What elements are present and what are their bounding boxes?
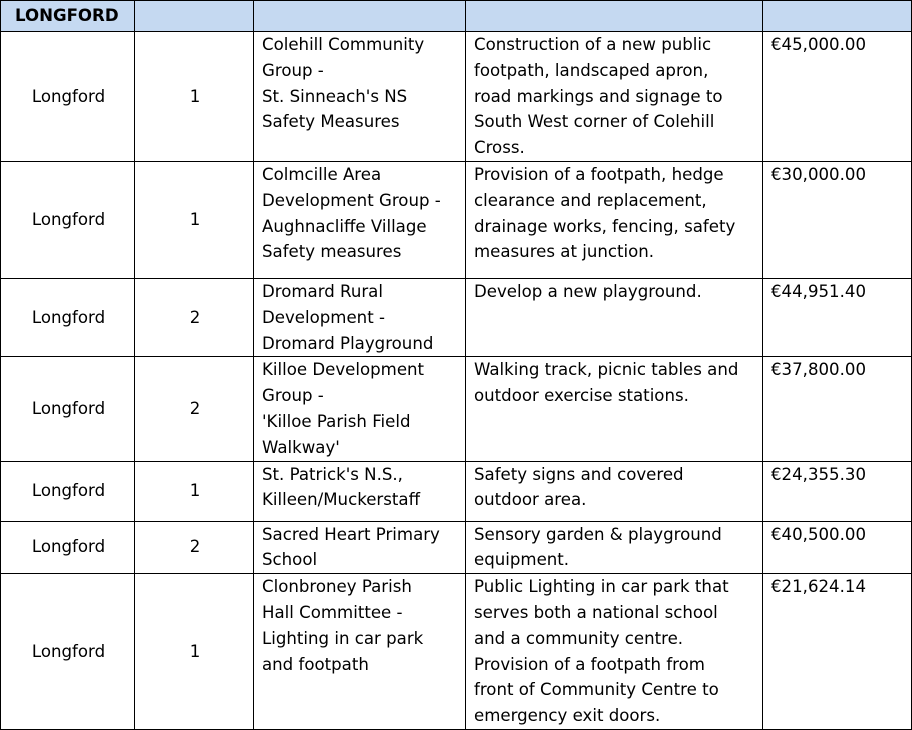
measure-cell: 2 — [135, 278, 254, 356]
group-line: Lighting in car park — [262, 628, 424, 648]
amount-cell: €24,355.30 — [763, 461, 912, 521]
table-row — [1, 521, 912, 574]
group-line: Killoe Development — [262, 360, 425, 380]
description-cell — [466, 278, 763, 356]
measure-cell: 1 — [135, 161, 254, 278]
description-cell — [466, 461, 763, 521]
description-line: Walking track, picnic tables and — [474, 360, 739, 380]
amount-cell: €30,000.00 — [763, 161, 912, 278]
measure-cell: 1 — [135, 461, 254, 521]
description-cell — [466, 161, 763, 278]
description-line: drainage works, fencing, safety — [474, 216, 736, 236]
description-line: measures at junction. — [474, 242, 655, 262]
group-line: Colehill Community — [262, 35, 425, 54]
description-cell — [466, 32, 763, 162]
description-line: front of Community Centre to — [474, 680, 719, 700]
measure-cell: 2 — [135, 521, 254, 574]
county-heading: LONGFORD — [1, 1, 135, 32]
group-line: Sacred Heart Primary — [262, 524, 440, 544]
description-line: Safety signs and covered — [474, 464, 684, 484]
measure-cell: 1 — [135, 574, 254, 730]
description-line: Develop a new playground. — [474, 281, 702, 301]
description-line: and a community centre. — [474, 628, 684, 648]
table-row — [1, 278, 912, 356]
county-cell: Longford — [1, 32, 135, 162]
group-line: Dromard Rural — [262, 281, 383, 301]
header-empty-cell — [763, 1, 912, 32]
group-line: Aughnacliffe Village — [262, 216, 427, 236]
group-line: Development - — [262, 307, 385, 327]
amount-cell: €21,624.14 — [763, 574, 912, 730]
description-line: Construction of a new public — [474, 35, 712, 54]
header-empty-cell — [466, 1, 763, 32]
group-cell — [254, 461, 466, 521]
group-line: Clonbroney Parish — [262, 577, 412, 597]
group-cell — [254, 161, 466, 278]
description-line: Cross. — [474, 138, 525, 158]
group-line: Colmcille Area — [262, 164, 382, 184]
measure-cell: 2 — [135, 357, 254, 461]
description-line: road markings and signage to — [474, 86, 723, 106]
group-line: Development Group - — [262, 190, 441, 210]
description-line: equipment. — [474, 550, 570, 570]
group-cell — [254, 278, 466, 356]
table-body — [1, 1, 912, 730]
description-line: South West corner of Colehill — [474, 112, 715, 132]
group-cell — [254, 521, 466, 574]
group-cell — [254, 574, 466, 730]
table-row — [1, 161, 912, 278]
amount-cell: €40,500.00 — [763, 521, 912, 574]
measure-cell: 1 — [135, 32, 254, 162]
county-cell: Longford — [1, 161, 135, 278]
group-cell — [254, 357, 466, 461]
group-line: Group - — [262, 386, 324, 406]
description-line: Sensory garden & playground — [474, 524, 722, 544]
amount-cell: €44,951.40 — [763, 278, 912, 356]
description-cell — [466, 574, 763, 730]
group-line: and footpath — [262, 654, 369, 674]
amount-cell: €37,800.00 — [763, 357, 912, 461]
group-line: Hall Committee - — [262, 602, 403, 622]
group-line: Killeen/Muckerstaff — [262, 490, 420, 510]
description-line: footpath, landscaped apron, — [474, 60, 709, 80]
group-cell — [254, 32, 466, 162]
description-line: Provision of a footpath, hedge — [474, 164, 724, 184]
description-line: Provision of a footpath from — [474, 654, 705, 674]
description-line: outdoor exercise stations. — [474, 386, 689, 406]
county-cell: Longford — [1, 574, 135, 730]
group-line: St. Patrick's N.S., — [262, 464, 403, 484]
county-header-row — [1, 1, 912, 32]
group-line: Dromard Playground — [262, 333, 434, 353]
header-empty-cell — [135, 1, 254, 32]
group-line: Group - — [262, 60, 324, 80]
county-cell: Longford — [1, 461, 135, 521]
group-line: St. Sinneach's NS — [262, 86, 408, 106]
amount-cell: €45,000.00 — [763, 32, 912, 162]
group-line: School — [262, 550, 318, 570]
county-cell: Longford — [1, 521, 135, 574]
description-line: serves both a national school — [474, 602, 718, 622]
group-line: Safety measures — [262, 242, 402, 262]
table-row — [1, 357, 912, 461]
description-cell — [466, 357, 763, 461]
header-empty-cell — [254, 1, 466, 32]
description-line: Public Lighting in car park that — [474, 577, 729, 597]
description-line: emergency exit doors. — [474, 706, 661, 726]
table-row — [1, 32, 912, 162]
county-cell: Longford — [1, 278, 135, 356]
county-cell: Longford — [1, 357, 135, 461]
description-cell — [466, 521, 763, 574]
table-row — [1, 461, 912, 521]
group-line: Safety Measures — [262, 112, 400, 132]
group-line: Walkway' — [262, 437, 340, 457]
description-line: clearance and replacement, — [474, 190, 707, 210]
group-line: 'Killoe Parish Field — [262, 411, 411, 431]
description-line: outdoor area. — [474, 490, 587, 510]
table-row — [1, 574, 912, 730]
